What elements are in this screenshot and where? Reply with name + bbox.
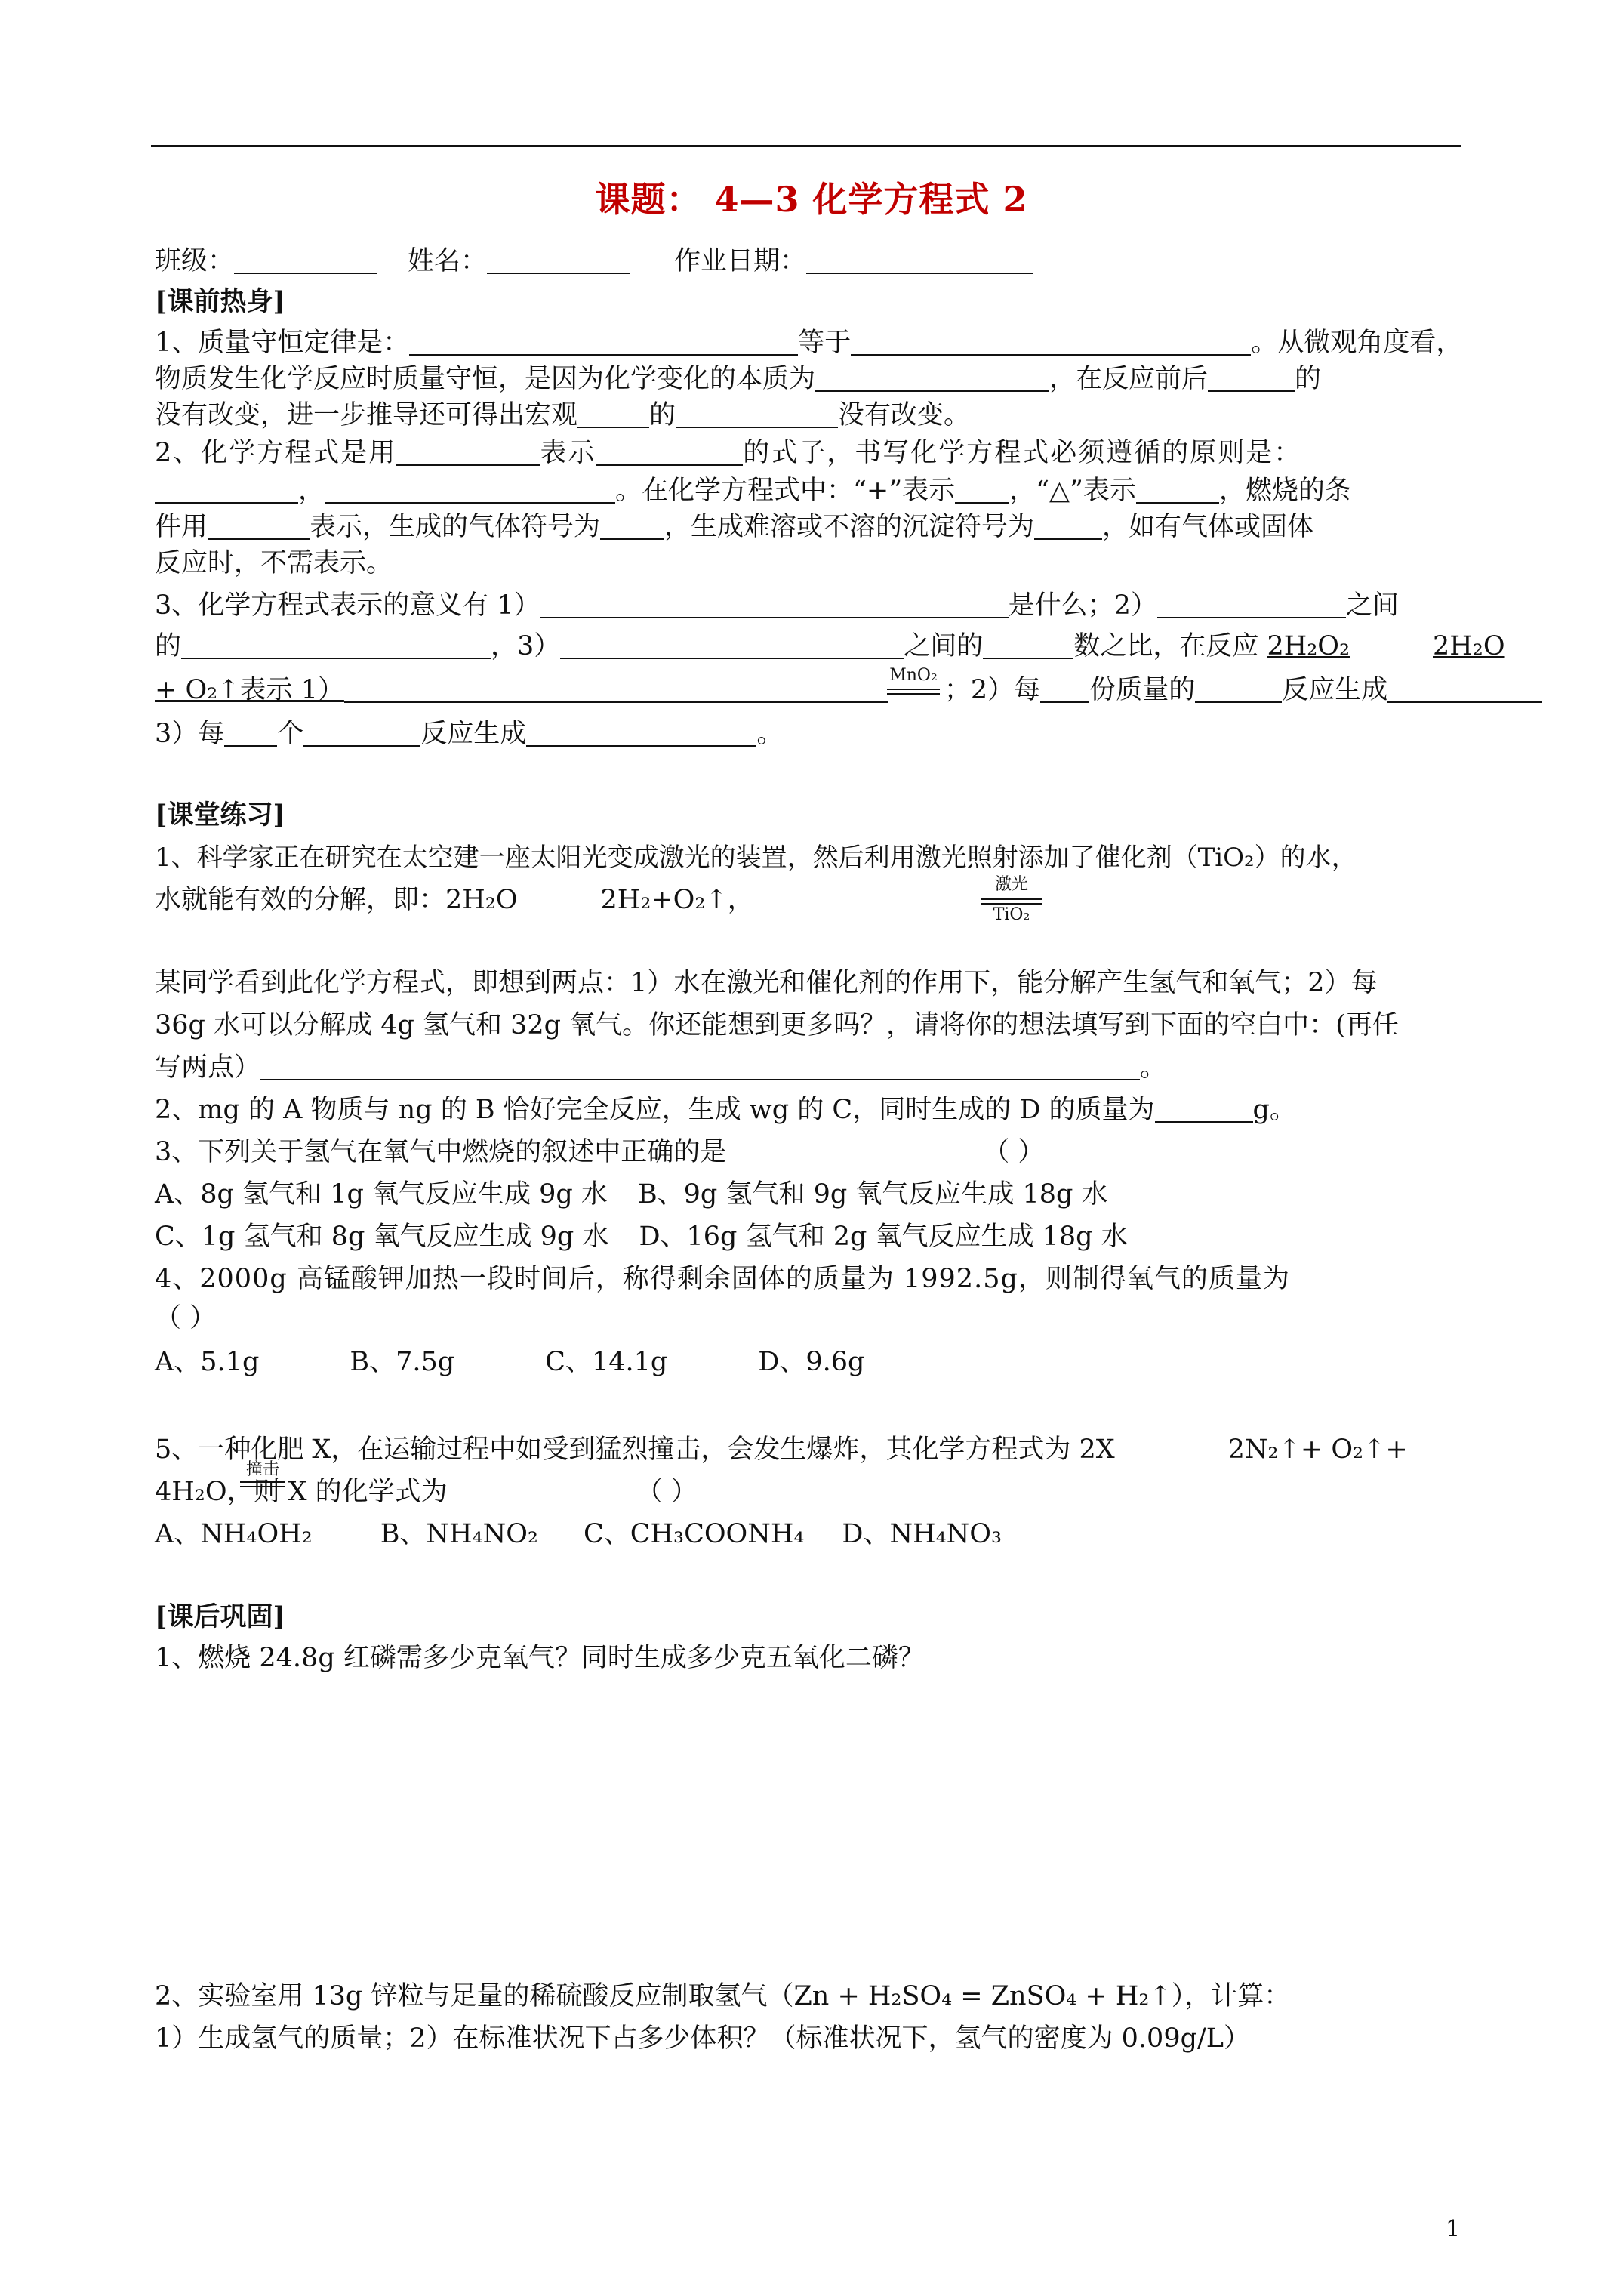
warmup-q3-line4: 3）每 个 反应生成 。 bbox=[155, 719, 784, 749]
option-a[interactable]: A、NH₄OH₂ bbox=[155, 1519, 313, 1549]
classwork-q4-options bbox=[155, 1344, 864, 1380]
classwork-q3-options-cd bbox=[155, 1219, 1128, 1255]
section-classwork-heading: [课堂练习] bbox=[155, 800, 286, 831]
reactant-formula: 2H₂O₂ bbox=[1267, 631, 1350, 661]
blank[interactable] bbox=[955, 476, 1009, 504]
classwork-q4: 4、2000g 高锰酸钾加热一段时间后，称得剩余固体的质量为 1992.5g，则制得氧气的质量为 bbox=[155, 1264, 1290, 1294]
name-label: 姓名： bbox=[408, 246, 488, 276]
classwork-q3-options-ab bbox=[155, 1176, 1108, 1213]
catalyst-label: MnO₂ bbox=[889, 666, 938, 685]
blank[interactable] bbox=[409, 328, 798, 356]
classwork-q1-line5: 写两点） 。 bbox=[155, 1052, 1167, 1083]
warmup-q2-line1: 2、化学方程式是用 表示 的式子，书写化学方程式必须遵循的原则是： bbox=[155, 438, 1302, 468]
option-c[interactable]: C、1g 氢气和 8g 氧气反应生成 9g 水 bbox=[155, 1222, 609, 1252]
blank[interactable] bbox=[303, 720, 420, 747]
classwork-q5-options bbox=[155, 1516, 1002, 1552]
blank[interactable] bbox=[325, 476, 615, 504]
name-blank[interactable] bbox=[487, 247, 630, 274]
option-c[interactable]: C、CH₃COONH₄ bbox=[583, 1519, 805, 1549]
page-number: 1 bbox=[1446, 2216, 1461, 2242]
product-formula: 2H₂O bbox=[1433, 631, 1505, 661]
blank[interactable] bbox=[983, 632, 1073, 659]
blank[interactable] bbox=[396, 439, 540, 466]
blank[interactable] bbox=[540, 591, 1009, 618]
blank[interactable] bbox=[224, 720, 277, 747]
blank[interactable] bbox=[851, 328, 1251, 356]
classwork-q1-line1: 1、科学家正在研究在太空建一座太阳光变成激光的装置，然后利用激光照射添加了催化剂（TiO₂）的水， bbox=[155, 843, 1357, 873]
catalyst-label: TiO₂ bbox=[993, 905, 1030, 924]
blank[interactable] bbox=[676, 401, 838, 428]
option-a[interactable]: A、8g 氢气和 1g 氧气反应生成 9g 水 bbox=[155, 1179, 608, 1210]
option-d[interactable]: D、NH₄NO₃ bbox=[842, 1519, 1002, 1549]
option-d[interactable]: D、9.6g bbox=[758, 1347, 865, 1377]
blank[interactable] bbox=[1155, 1096, 1253, 1123]
blank[interactable] bbox=[155, 476, 298, 504]
class-label: 班级： bbox=[155, 246, 235, 276]
blank[interactable] bbox=[344, 676, 888, 703]
classwork-q5-line1: 5、一种化肥 X，在运输过程中如受到猛烈撞击，会发生爆炸，其化学方程式为 2X 2N₂↑+ O₂↑+ bbox=[155, 1435, 1408, 1465]
blank[interactable] bbox=[260, 1053, 1140, 1080]
blank[interactable] bbox=[1040, 676, 1089, 703]
blank[interactable] bbox=[1387, 676, 1542, 703]
option-c[interactable]: C、14.1g bbox=[545, 1347, 668, 1377]
option-b[interactable]: B、7.5g bbox=[350, 1347, 455, 1377]
impact-label: 撞击 bbox=[245, 1460, 279, 1479]
classwork-q5-line2: 4H₂O，则 X 的化学式为 （ ） bbox=[155, 1477, 698, 1507]
classwork-q2: 2、mg 的 A 物质与 ng 的 B 恰好完全反应，生成 wg 的 C，同时生成的 D 的质量为 g。 bbox=[155, 1095, 1296, 1125]
option-a[interactable]: A、5.1g bbox=[155, 1347, 260, 1377]
student-info-row bbox=[155, 243, 1033, 279]
blank[interactable] bbox=[1034, 513, 1102, 540]
option-b[interactable]: B、9g 氢气和 9g 氧气反应生成 18g 水 bbox=[637, 1179, 1108, 1210]
warmup-q2-line4: 反应时，不需表示。 bbox=[155, 548, 393, 578]
warmup-q3-line2: 的 ，3） 之间的 数之比，在反应 2H₂O₂ 2H₂O bbox=[155, 631, 1505, 661]
homework-q2-subquestions: 1）生成氢气的质量；2）在标准状况下占多少体积？（标准状况下，氢气的密度为 0.09g/L） bbox=[155, 2023, 1251, 2054]
homework-q1: 1、燃烧 24.8g 红磷需多少克氧气？同时生成多少克五氧化二磷？ bbox=[155, 1643, 925, 1673]
date-label: 作业日期： bbox=[674, 246, 807, 276]
class-blank[interactable] bbox=[234, 247, 377, 274]
warmup-q1-line1: 1、质量守恒定律是： 等于 。从微观角度看， bbox=[155, 328, 1463, 358]
reaction-equals-sign bbox=[981, 898, 1042, 905]
section-warmup-heading: [课前热身] bbox=[155, 286, 286, 317]
reaction-equals-sign bbox=[887, 689, 940, 695]
blank[interactable] bbox=[815, 365, 1049, 392]
header-rule bbox=[151, 145, 1461, 147]
warmup-q3-line3: + O₂↑表示 1） ；2）每 份质量的 反应生成 bbox=[155, 672, 1542, 708]
warmup-q2-line2: ， 。在化学方程式中：“+”表示 ，“△”表示 ，燃烧的条 bbox=[155, 473, 1351, 509]
blank[interactable] bbox=[1157, 591, 1346, 618]
classwork-q3: 3、下列关于氢气在氧气中燃烧的叙述中正确的是 （ ） bbox=[155, 1137, 1045, 1167]
laser-label: 激光 bbox=[994, 875, 1028, 894]
option-b[interactable]: B、NH₄NO₂ bbox=[380, 1519, 538, 1549]
homework-q2: 2、实验室用 13g 锌粒与足量的稀硫酸反应制取氢气（Zn + H₂SO₄ = ZnSO₄ + H₂↑），计算： bbox=[155, 1981, 1291, 2011]
warmup-q1-line2: 物质发生化学反应时质量守恒，是因为化学变化的本质为 ，在反应前后 的 bbox=[155, 364, 1322, 394]
blank[interactable] bbox=[526, 720, 756, 747]
blank[interactable] bbox=[577, 401, 649, 428]
blank[interactable] bbox=[1195, 676, 1282, 703]
blank[interactable] bbox=[600, 513, 664, 540]
page-title: 课题： 4—3 化学方程式 2 bbox=[595, 179, 1028, 220]
blank[interactable] bbox=[596, 439, 743, 466]
warmup-q3-line1: 3、化学方程式表示的意义有 1） 是什么；2） 之间 bbox=[155, 590, 1399, 621]
blank[interactable] bbox=[1136, 476, 1219, 504]
blank[interactable] bbox=[181, 632, 491, 659]
classwork-q1-line4: 36g 水可以分解成 4g 氢气和 32g 氧气。你还能想到更多吗？，请将你的想法填写到下面的空白中：(再任 bbox=[155, 1010, 1399, 1040]
warmup-q2-line3: 件用 表示，生成的气体符号为 ，生成难溶或不溶的沉淀符号为 ，如有气体或固体 bbox=[155, 512, 1314, 542]
section-homework-heading: [课后巩固] bbox=[155, 1601, 286, 1632]
warmup-q1-line3: 没有改变，进一步推导还可得出宏观 的 没有改变。 bbox=[155, 400, 971, 430]
blank[interactable] bbox=[208, 513, 310, 540]
blank[interactable] bbox=[560, 632, 904, 659]
date-blank[interactable] bbox=[806, 247, 1033, 274]
classwork-q1-line2: 水就能有效的分解，即：2H₂O 2H₂+O₂↑， bbox=[155, 885, 754, 915]
option-d[interactable]: D、16g 氢气和 2g 氧气反应生成 18g 水 bbox=[639, 1222, 1128, 1252]
blank[interactable] bbox=[1208, 365, 1295, 392]
classwork-q4-paren: （ ） bbox=[155, 1303, 217, 1333]
classwork-q1-line3: 某同学看到此化学方程式，即想到两点：1）水在激光和催化剂的作用下，能分解产生氢气和氧气；2）每 bbox=[155, 968, 1378, 998]
